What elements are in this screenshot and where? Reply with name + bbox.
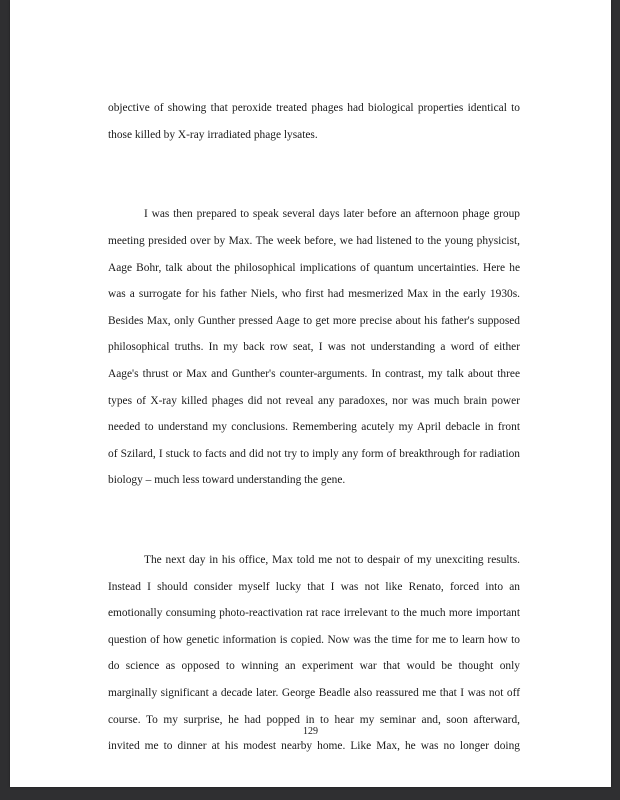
text-line: philosophical truths. In my back row seat, I was not understanding a word of either xyxy=(108,341,520,354)
text-line: meeting presided over by Max. The week before, we had listened to the young physicist, xyxy=(108,234,520,247)
paragraph-gap xyxy=(108,521,520,548)
text-line: marginally significant a decade later. George Beadle also reassured me that I was not off xyxy=(108,687,520,700)
text-line: was a surrogate for his father Niels, who first had mesmerized Max in the early 1930s. xyxy=(108,288,520,301)
text-line: needed to understand my conclusions. Remembering acutely my April debacle in front xyxy=(108,421,520,434)
paragraph-2 xyxy=(108,201,520,494)
text-line: objective of showing that peroxide treated phages had biological properties identical to xyxy=(108,102,520,114)
text-line: types of X-ray killed phages did not reveal any paradoxes, nor was much brain power xyxy=(108,394,520,407)
paragraph-gap xyxy=(108,175,520,202)
text-line: of Szilard, I stuck to facts and did not try to imply any form of breakthrough for radiation xyxy=(108,447,520,460)
text-line: invited me to dinner at his modest nearby home. Like Max, he was no longer doing xyxy=(108,740,520,753)
text-line: biology – much less toward understanding the gene. xyxy=(108,474,346,487)
text-line: question of how genetic information is copied. Now was the time for me to learn how to xyxy=(108,633,520,646)
text-line: I was then prepared to speak several days later before an afternoon phage group xyxy=(144,208,520,221)
text-line: Aage's thrust or Max and Gunther's counter-arguments. In contrast, my talk about three xyxy=(108,367,520,380)
text-line: The next day in his office, Max told me not to despair of my unexciting results. xyxy=(144,554,520,567)
paragraph-1 xyxy=(108,95,520,148)
text-line: those killed by X-ray irradiated phage lysates. xyxy=(108,128,318,141)
document-page xyxy=(10,0,611,787)
text-line: do science as opposed to winning an experiment war that would be thought only xyxy=(108,660,520,673)
text-line: Besides Max, only Gunther pressed Aage to get more precise about his father's supposed xyxy=(108,314,520,327)
paragraph-gap xyxy=(108,148,520,175)
paragraph-gap xyxy=(108,494,520,521)
text-line: Instead I should consider myself lucky that I was not like Renato, forced into an xyxy=(108,580,520,593)
page-number: 129 xyxy=(303,726,318,737)
text-line: Aage Bohr, talk about the philosophical implications of quantum uncertainties. Here he xyxy=(108,261,520,274)
text-line: course. To my surprise, he had popped in to hear my seminar and, soon afterward, xyxy=(108,713,520,726)
body-text xyxy=(108,95,520,760)
text-line: emotionally consuming photo-reactivation rat race irrelevant to the much more important xyxy=(108,607,520,620)
